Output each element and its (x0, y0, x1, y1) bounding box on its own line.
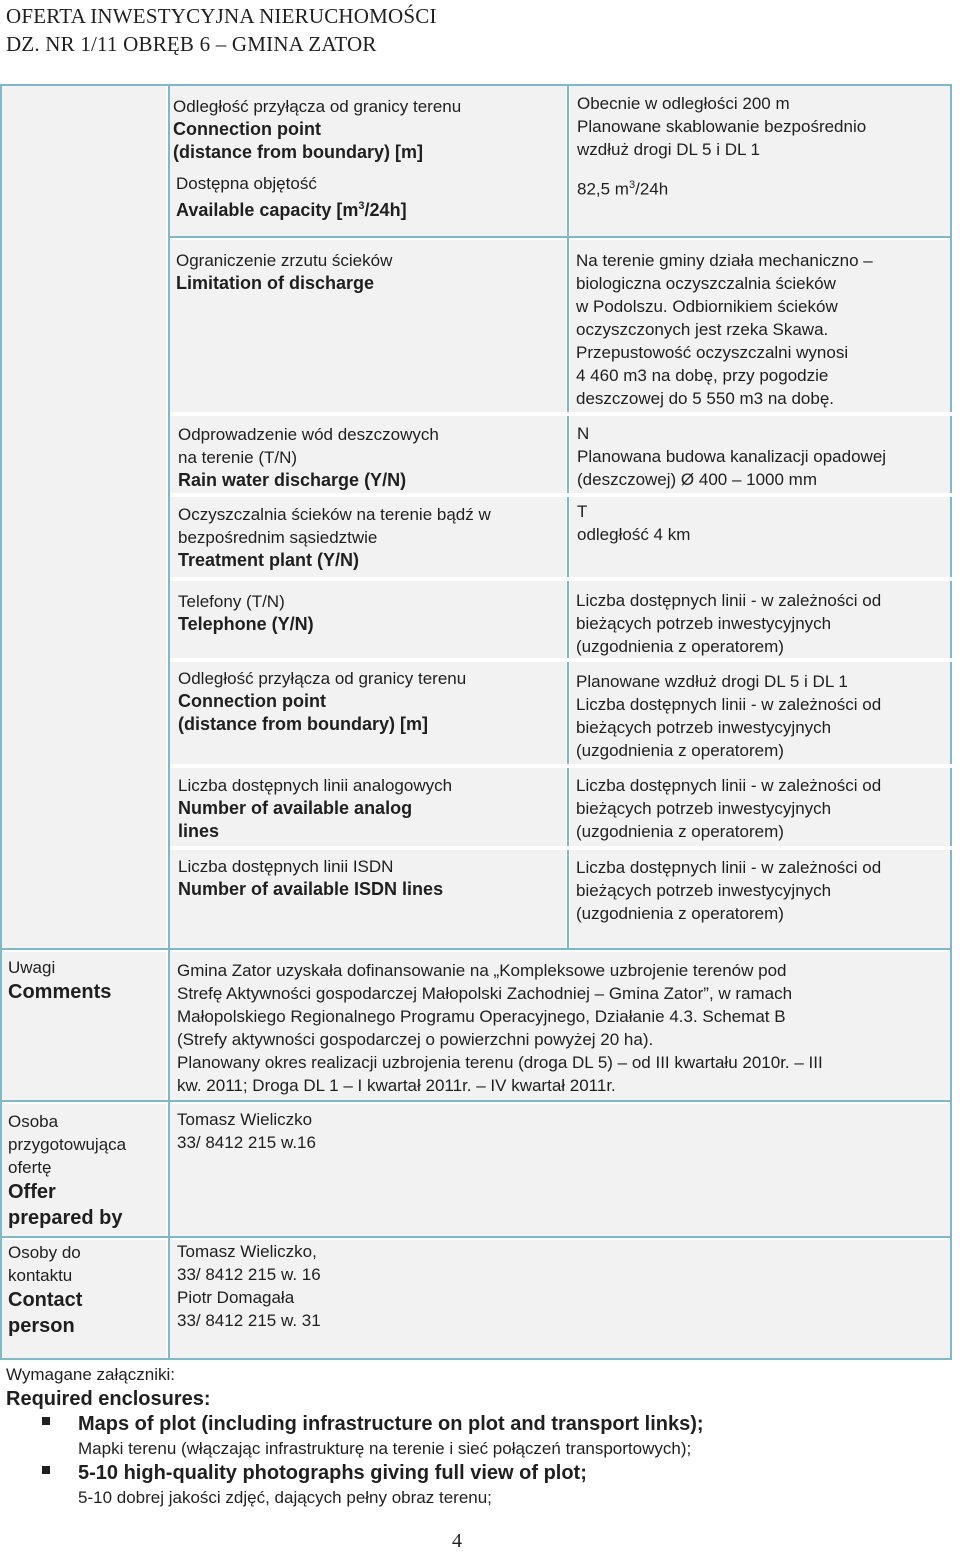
enclosure-item: Maps of plot (including infrastructure on plot and transport links); Mapki terenu (włączając infrastrukturę na terenie i sieć połączeń transportowych); (78, 1413, 704, 1458)
table-divider (0, 948, 952, 950)
capacity-value: 82,5 $m^3/24h$ (577, 179, 669, 199)
rain-water-label: Odprowadzenie wód deszczowych na terenie (T/N) Rain water discharge (Y/N) (178, 425, 439, 490)
contact-person-value: Tomasz Wieliczko, 33/ 8412 215 w. 16 Piotr Domagała 33/ 8412 215 w. 31 (177, 1242, 321, 1330)
rain-water-value: N Planowana budowa kanalizacji opadowej (deszczowej) Ø 400 – 1000 mm (577, 424, 887, 489)
prepared-by-value: Tomasz Wieliczko 33/ 8412 215 w.16 (177, 1110, 316, 1152)
comments-text: Gmina Zator uzyskała dofinansowanie na „Kompleksowe uzbrojenie terenów pod Strefę Aktywności gospodarczej Małopolski Zachodniej – Gmina Zator”, w ramach Małopolskiego Regionalnego Programu Operacyjnego, Działanie 4.3. Schemat B (Strefy aktywności gospodarczej o powierzchni powyżej 20 ha). Planowany okres realizacji uzbrojenia terenu (droga DL 5) – od III kwartału 2010r. – III kw. 2011; Droga DL 1 – I kwartał 2011r. – IV kwartał 2011r. (177, 961, 823, 1095)
telephone-label: Telefony (T/N) Telephone (Y/N) (178, 592, 314, 634)
row-separator (170, 412, 952, 416)
document-title-line2: DZ. NR 1/11 OBRĘB 6 – GMINA ZATOR (6, 32, 377, 56)
table-border-top (0, 84, 952, 86)
row-separator (170, 493, 952, 497)
analog-lines-label: Liczba dostępnych linii analogowych Number of available analog lines (178, 776, 453, 841)
table-col-divider (567, 84, 569, 950)
table-divider (0, 1236, 952, 1238)
left-column-top (0, 84, 166, 948)
row-separator (170, 658, 952, 662)
contact-person-label: Osoby do kontaktu Contact person (8, 1243, 83, 1337)
table-divider (0, 1100, 952, 1102)
table-border-right (950, 84, 952, 1360)
row-separator (170, 846, 952, 850)
analog-lines-value: Liczba dostępnych linii - w zależności od bieżących potrzeb inwestycyjnych (uzgodnienia z operatorem) (576, 776, 882, 841)
table-border-left (0, 84, 2, 1360)
water-connection-label: Odległość przyłącza od granicy terenu Connection point (distance from boundary) [m] (173, 97, 462, 162)
page-number: 4 (452, 1530, 462, 1552)
table-divider (170, 236, 952, 238)
table-border-bottom (0, 1358, 952, 1360)
discharge-value: Na terenie gminy działa mechaniczno – biologiczna oczyszczalnia ścieków w Podolszu. Odbiornikiem ścieków oczyszczonych jest rzeka Skawa. Przepustowość oczyszczalni wynosi 4 460 m3 na dobę, przy pogodzie deszczowej do 5 550 m3 na dobę. (576, 251, 873, 408)
capacity-label: Dostępna objętość Available capacity $[m^3/24h]$ (176, 174, 407, 220)
telephone-value: Liczba dostępnych linii - w zależności od bieżących potrzeb inwestycyjnych (uzgodnienia z operatorem) (576, 591, 882, 656)
telephone-connection-value: Planowane wzdłuż drogi DL 5 i DL 1 Liczba dostępnych linii - w zależności od bieżących potrzeb inwestycyjnych (uzgodnienia z operatorem) (576, 672, 882, 760)
isdn-lines-label: Liczba dostępnych linii ISDN Number of available ISDN lines (178, 857, 444, 899)
telephone-connection-label: Odległość przyłącza od granicy terenu Connection point (distance from boundary) [m] (178, 669, 467, 734)
enclosures-heading: Wymagane załączniki: Required enclosures: (6, 1365, 211, 1410)
discharge-label: Ograniczenie zrzutu ścieków Limitation of discharge (176, 251, 393, 293)
isdn-lines-value: Liczba dostępnych linii - w zależności od bieżących potrzeb inwestycyjnych (uzgodnienia z operatorem) (576, 858, 882, 923)
treatment-plant-value: T odległość 4 km (577, 502, 691, 544)
water-connection-value: Obecnie w odległości 200 m Planowane skablowanie bezpośrednio wzdłuż drogi DL 5 i DL 1 (577, 94, 867, 159)
row-separator (170, 577, 952, 581)
treatment-plant-label: Oczyszczalnia ścieków na terenie bądź w bezpośrednim sąsiedztwie Treatment plant (Y/N) (178, 505, 491, 570)
row-separator (170, 764, 952, 768)
document-title-line1: OFERTA INWESTYCYJNA NIERUCHOMOŚCI (6, 4, 437, 28)
bullet-square-icon (42, 1417, 50, 1425)
bullet-square-icon (42, 1466, 50, 1474)
table-col-divider (168, 84, 170, 1360)
comments-label: Uwagi Comments (8, 958, 112, 1003)
enclosure-item: 5-10 high-quality photographs giving full view of plot; 5-10 dobrej jakości zdjęć, dających pełny obraz terenu; (78, 1462, 587, 1507)
prepared-by-label: Osoba przygotowująca ofertę Offer prepared by (8, 1112, 127, 1229)
